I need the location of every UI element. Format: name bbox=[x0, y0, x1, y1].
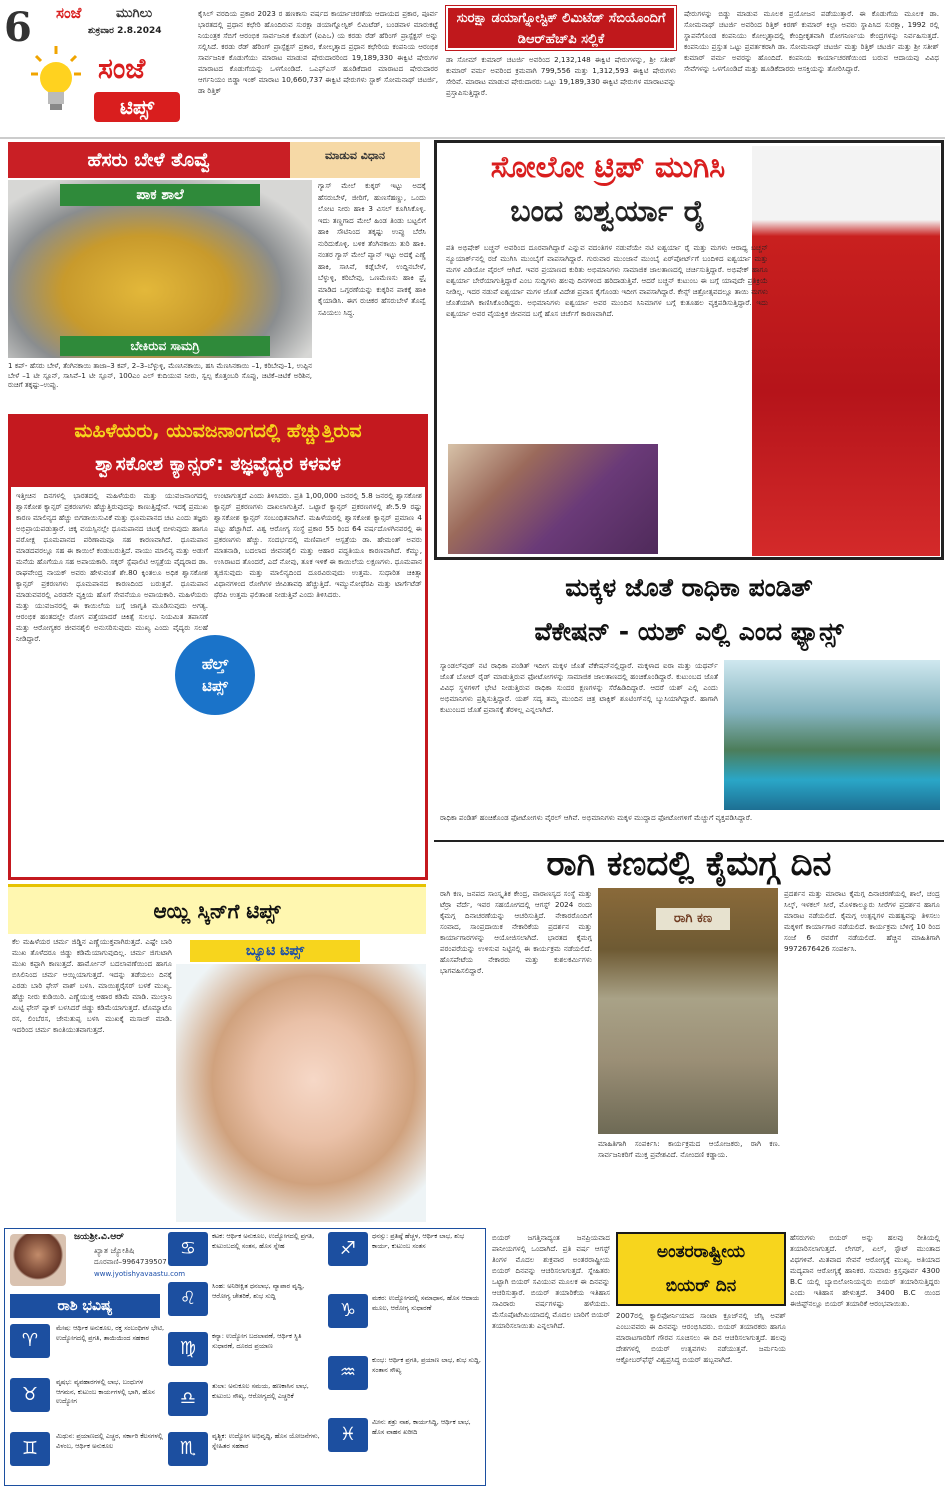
leo-icon: ♌ bbox=[168, 1282, 208, 1316]
horoscope-sign-leo bbox=[168, 1282, 208, 1316]
horoscope-sign-libra bbox=[168, 1382, 208, 1416]
astrologer-name: ಜಯಶ್ರೀ.ವಿ.ಆರ್ bbox=[74, 1232, 124, 1242]
horoscope-label: ರಾಶಿ ಭವಿಷ್ಯ bbox=[10, 1294, 160, 1318]
beauty-tips-label: ಬ್ಯೂಟಿ ಟಿಪ್ಸ್ bbox=[190, 940, 360, 962]
horoscope-text-virgo: ಕನ್ಯಾ: ಉದ್ಯೋಗ ಬದಲಾವಣೆ, ಆರ್ಥಿಕ ಸ್ಥಿತಿ ಸುಧಾರಣೆ, ದೂರದ ಪ್ರಯಾಣ bbox=[212, 1332, 302, 1350]
ingredients-label: ಬೇಕಿರುವ ಸಾಮಗ್ರಿ bbox=[60, 336, 270, 356]
horoscope-text-scorpio: ವೃಶ್ಚಿಕ: ಉದ್ಯೋಗ ಅಭಿವೃದ್ಧಿ, ಹೊಸ ಯೋಜನೆಗಳು, ಸ್ನೇಹಿತರ ಸಹಕಾರ bbox=[212, 1432, 320, 1450]
horoscope-sign-virgo bbox=[168, 1332, 208, 1366]
health-tips-badge bbox=[172, 632, 258, 718]
ragi-kana-sign: ರಾಗಿ ಕಣ bbox=[656, 908, 730, 930]
actress-photo-reclining bbox=[448, 444, 658, 554]
top-story-column-2: ಡಾ ಸೋಮ್ ಕುಮಾರ್ ಚಟರ್ಜಿ ಅವರಿಂದ 2,132,148 ಈಕ್ವಿಟಿ ಷೇರುಗಳನ್ನು, ಶ್ರೀ ಸತೀಶ್ ಕುಮಾರ್ ವರ್ಮ ಅವರಿಂದ ಕ್ರಮವಾಗಿ 799,556 ಮತ್ತು 1,312,593 ಈಕ್ವಿಟಿ ಷೇರುಗಳು ಸೇರಿವೆ. ಮಾರಾಟ ಮಾಡುವ ಷೇರುದಾರರು ಒಟ್ಟು 19,189,330 ಈಕ್ವಿಟಿ ಷೇರುಗಳ ಮಾರಾಟವನ್ನು ಪ್ರಸ್ತಾಪಿಸುತ್ತಿದ್ದಾರೆ. bbox=[446, 55, 676, 97]
oily-skin-body: ಕೆಲ ಮಹಿಳೆಯರ ಚರ್ಮ ಜಿಡ್ಡಿನ ಎಣ್ಣೆಯುಕ್ತವಾಗಿರುತ್ತದೆ. ಎಷ್ಟೇ ಬಾರಿ ಮುಖ ತೊಳೆದರೂ ಜಿಡ್ಡು ಕಡಿಮೆಯಾಗುವುದಿಲ್ಲ. ಚರ್ಮ ಜಿಗುಟಾಗಿ ಮುಖ ಕಪ್ಪಾಗಿ ಕಾಣುತ್ತದೆ. ಹಾರ್ಮೋನ್ ಬದಲಾವಣೆಯಿಂದ ಹಾಗೂ ಬಿಸಿಲಿನಿಂದ ಚರ್ಮ ಆಯ್ಲಿಯಾಗುತ್ತದೆ. ಇದನ್ನು ತಡೆಯಲು ದಿನಕ್ಕೆ ಎರಡು ಬಾರಿ ಫೇಸ್ ವಾಶ್ ಬಳಸಿ. ಮಾಯಿಶ್ಚರೈಸರ್ ಬಳಕೆ ಮುಖ್ಯ. ಹೆಚ್ಚು ನೀರು ಕುಡಿಯಿರಿ. ಎಣ್ಣೆಯುಕ್ತ ಆಹಾರ ಕಡಿಮೆ ಮಾಡಿ. ಮುಲ್ತಾನಿ ಮಿಟ್ಟಿ ಫೇಸ್ ಪ್ಯಾಕ್ ಬಳಸಿದರೆ ಜಿಡ್ಡು ಕಡಿಮೆಯಾಗುತ್ತದೆ. ಟೊಮ್ಯಾಟೊ ರಸ, ಲಿಂಬೆರಸ, ಜೇನುತುಪ್ಪ ಬಳಸಿ ಮುಖಕ್ಕೆ ಮಸಾಜ್ ಮಾಡಿ. ಇದರಿಂದ ಚರ್ಮ ಕಾಂತಿಯುತವಾಗುತ್ತದೆ. bbox=[12, 937, 172, 1034]
beer-day-column-1: ಬಿಯರ್ ಜಗತ್ತಿನಾದ್ಯಂತ ಜನಪ್ರಿಯವಾದ ಪಾನೀಯಗಳಲ್ಲಿ ಒಂದಾಗಿದೆ. ಪ್ರತಿ ವರ್ಷ ಆಗಸ್ಟ್ ತಿಂಗಳ ಮೊದಲ ಶುಕ್ರವಾರ ಅಂತರರಾಷ್ಟ್ರೀಯ ಬಿಯರ್ ದಿನವನ್ನು ಆಚರಿಸಲಾಗುತ್ತದೆ. ಸ್ನೇಹಿತರು ಒಟ್ಟಾಗಿ ಬಿಯರ್ ಸವಿಯುವ ಮೂಲಕ ಈ ದಿನವನ್ನು ಆಚರಿಸುತ್ತಾರೆ. ಬಿಯರ್ ತಯಾರಿಕೆಯ ಇತಿಹಾಸ ಸಾವಿರಾರು ವರ್ಷಗಳಷ್ಟು ಹಳೆಯದು. ಮೆಸೊಪೊಟೇಮಿಯಾದಲ್ಲಿ ಮೊದಲ ಬಾರಿಗೆ ಬಿಯರ್ ತಯಾರಿಸಲಾಯಿತು ಎನ್ನಲಾಗಿದೆ. bbox=[492, 1233, 610, 1330]
aries-icon: ♈ bbox=[10, 1324, 50, 1358]
beer-day-headline-line1: ಅಂತರರಾಷ್ಟ್ರೀಯ bbox=[656, 1242, 746, 1262]
horoscope-sign-sagittarius bbox=[328, 1232, 368, 1266]
page-number: 6 bbox=[4, 4, 32, 51]
beer-day-headline bbox=[616, 1232, 786, 1306]
virgo-icon: ♍ bbox=[168, 1332, 208, 1366]
horoscope-text-sagittarius: ಧನಸ್ಸು: ಪ್ರತಿಷ್ಠೆ ಹೆಚ್ಚಳ, ಆರ್ಥಿಕ ಲಾಭ, ಶುಭ ಕಾರ್ಯ, ಕುಟುಂಬ ಸಂತಸ bbox=[372, 1232, 465, 1250]
beer-day-column-3: ಹೆಸರುಗಳು ಬಿಯರ್ ಅನ್ನು ಹಲವು ರೀತಿಯಲ್ಲಿ ತಯಾರಿಸಲಾಗುತ್ತದೆ. ಲೇಗರ್, ಏಲ್, ಸ್ಟೌಟ್ ಮುಂತಾದ ವಿಧಗಳಿವೆ. ಮಿತವಾದ ಸೇವನೆ ಆರೋಗ್ಯಕ್ಕೆ ಮುಖ್ಯ. ಅತಿಯಾದ ಮದ್ಯಪಾನ ಆರೋಗ್ಯಕ್ಕೆ ಹಾನಿಕರ. ಸುಮಾರು ಕ್ರಿಸ್ತಪೂರ್ವ 4300 B.C ಯಲ್ಲಿ ಬ್ಯಾಬಿಲೋನಿಯನ್ನರು ಬಿಯರ್ ತಯಾರಿಸುತ್ತಿದ್ದರು ಎಂದು ಇತಿಹಾಸ ಹೇಳುತ್ತದೆ. 3400 B.C ಯಿಂದ ಈಜಿಪ್ಟ್‌ನಲ್ಲೂ ಬಿಯರ್ ತಯಾರಿಕೆ ಆರಂಭವಾಯಿತು. bbox=[790, 1233, 940, 1308]
horoscope-text-gemini: ಮಿಥುನ: ಪ್ರಯಾಣದಲ್ಲಿ ಎಚ್ಚರ, ಸರ್ಕಾರಿ ಕೆಲಸಗಳಲ್ಲಿ ವಿಳಂಬ, ಆರ್ಥಿಕ ಅನುಕೂಲ bbox=[56, 1432, 163, 1450]
top-story-column-3: ಷೇರುಗಳನ್ನು ಬಿಡ್ಡು ಮಾಡುವ ಮೂಲಕ ಪ್ರಯೋಜನ ಪಡೆಯುತ್ತಾರೆ. ಈ ಕೊಡುಗೆಯ ಮೂಲಕ ಡಾ. ಸೋಮನಾಥ್ ಚಟರ್ಜಿ ಅವರಿಂದ ರಿತ್ತಿಕ್ ಕಿರಣ್ ಕುಮಾರ್ ಕಿಲ್ಲಾ ಅವರು ಸ್ಥಾಪಿಸಿದ ಸುರಕ್ಷಾ, 1992 ರಲ್ಲಿ ಸ್ಥಾಪನೆಗೊಂಡ ಕಂಪನಿಯು ಕೋಲ್ಕತ್ತಾದಲ್ಲಿ ಕೇಂದ್ರೀಕೃತವಾಗಿ ರೋಗನಿರ್ಣಯ ಕೇಂದ್ರಗಳನ್ನು ನಿರ್ವಹಿಸುತ್ತದೆ. ಕಂಪನಿಯು ಪ್ರಸ್ತುತ ಒಟ್ಟು ಪ್ರವರ್ತಕರಾಗಿ ಡಾ. ಸೋಮನಾಥ್ ಚಟರ್ಜಿ ಮತ್ತು ರಿತ್ತಿಕ್ ಚಟರ್ಜಿ ಮತ್ತು ಶ್ರೀ ಸತೀಶ್ ಕುಮಾರ್ ವರ್ಮ ಅವರನ್ನು ಹೊಂದಿದೆ. ಕಂಪನಿಯ ಕಾರ್ಯಾಚರಣೆಯಿಂದ ಬರುವ ಆದಾಯವು ವಿವಿಧ ಸೇವೆಗಳನ್ನು ಒಳಗೊಂಡಿದೆ ಮತ್ತು ಹೂಡಿಕೆದಾರರು ಆಸಕ್ತಿಯನ್ನು ತೋರಿಸಿದ್ದಾರೆ. bbox=[684, 9, 939, 73]
horoscope-text-taurus: ವೃಷಭ: ವ್ಯವಹಾರಗಳಲ್ಲಿ ಲಾಭ, ಬಂಧುಗಳ ಆಗಮನ, ಕುಟುಂಬ ಕಾರ್ಯಗಳಲ್ಲಿ ಭಾಗಿ, ಹೊಸ ಉದ್ಯೋಗ bbox=[56, 1378, 155, 1405]
horoscope-text-libra: ತುಲಾ: ಅನುಕೂಲ ಸಮಯ, ಹಣಕಾಸಿನ ಲಾಭ, ಕುಟುಂಬ ಸೌಖ್ಯ, ಆರೋಗ್ಯದಲ್ಲಿ ಎಚ್ಚರಿಕೆ bbox=[212, 1382, 309, 1400]
horoscope-sign-pisces bbox=[328, 1418, 368, 1452]
beer-day-headline-line2: ಬಿಯರ್ ದಿನ bbox=[665, 1276, 737, 1296]
horoscope-sign-aquarius bbox=[328, 1356, 368, 1390]
horoscope-text-capricorn: ಮಕರ: ಉದ್ಯೋಗದಲ್ಲಿ ಸಮಾಧಾನ, ಹೊಸ ಆದಾಯ ಮೂಲ, ಆರೋಗ್ಯ ಸುಧಾರಣೆ bbox=[372, 1294, 480, 1312]
recipe-method: ಗ್ಯಾಸ್ ಮೇಲೆ ಕುಕ್ಕರ್ ಇಟ್ಟು ಅದಕ್ಕೆ ಹೆಸರುಬೇಳೆ, ಜೀರಿಗೆ, ಹುಣಸೆಹಣ್ಣು, ಒಂದು ಲೋಟ ನೀರು ಹಾಕಿ 3 ವಿಸಲ್ ಕೂಗಿಸಿಕೊಳ್ಳಿ. ಇದು ತಣ್ಣಗಾದ ಮೇಲೆ ಹಿಂಡ ತಿಂಡು ಬಟ್ಟಲಿಗೆ ಹಾಕಿ ಸೌಟಿನಿಂದ ತಕ್ಕಷ್ಟು ಉಪ್ಪು ಬೆರೆಸಿ ನುರಿದುಕೊಳ್ಳಿ. ಬಳಿಕ ತೆಂಗಿನಕಾಯಿ ತುರಿ ಹಾಕಿ. ನಂತರ ಗ್ಯಾಸ್ ಮೇಲೆ ಪ್ಯಾನ್ ಇಟ್ಟು ಅದಕ್ಕೆ ಎಣ್ಣೆ ಹಾಕಿ, ಸಾಸಿವೆ, ಕಡ್ಲೆಬೇಳೆ, ಉದ್ದಿನಬೇಳೆ, ಬೆಳ್ಳುಳ್ಳಿ, ಕರಿಬೇವು, ಒಣಮೆಣಸು ಹಾಕಿ ಫ್ರೈ ಮಾಡಿದ ಒಗ್ಗರಣೆಯನ್ನು ಕುಕ್ಕರಿನ ಪಾಕಕ್ಕೆ ಹಾಕಿ ಕೈಯಾಡಿಸಿ. ಈಗ ರುಚಿಕರ ಹೆಸರುಬೇಳೆ ತೊವ್ವೆ ಸವಿಯಲು ಸಿದ್ಧ. bbox=[318, 181, 426, 317]
horoscope-sign-taurus bbox=[10, 1378, 50, 1412]
ragi-kana-column-1: ರಾಗಿ ಕಣ, ಜನಪದ ಸಾಂಸ್ಕೃತಿಕ ಕೇಂದ್ರ, ವಾರಾಣಸ್ಯದ ಸಂಸ್ಥೆ ಮತ್ತು ಟೆರ್ರಾ ವೆರ್ದೆ, ಇವರ ಸಹಯೋಗದಲ್ಲಿ ಆಗಸ್ಟ್ 2024 ರಂದು ಕೈಮಗ್ಗ ದಿನಾಚರಣೆಯನ್ನು ಆಚರಿಸುತ್ತಿದೆ. ನೇಕಾರರೊಂದಿಗೆ ಸಂವಾದ, ಸಾಂಪ್ರದಾಯಿಕ ನೇಕಾರಿಕೆಯ ಪ್ರದರ್ಶನ ಮತ್ತು ಕಾರ್ಯಾಗಾರಗಳನ್ನು ಆಯೋಜಿಸಲಾಗಿದೆ. ಭಾರತದ ಕೈಮಗ್ಗ ಪರಂಪರೆಯನ್ನು ಉಳಿಸುವ ನಿಟ್ಟಿನಲ್ಲಿ ಈ ಕಾರ್ಯಕ್ರಮ ನಡೆಯಲಿದೆ. ಹೊಸಪೇಟೆಯ ನೇಕಾರರು ಮತ್ತು ಕುಶಲಕರ್ಮಿಗಳು ಭಾಗವಹಿಸಲಿದ್ದಾರೆ. bbox=[440, 889, 592, 975]
horoscope-text-pisces: ಮೀನ: ಶತ್ರು ನಾಶ, ಕಾರ್ಯಸಿದ್ಧಿ, ಆರ್ಥಿಕ ಲಾಭ, ಹೊಸ ವಾಹನ ಖರೀದಿ bbox=[372, 1418, 471, 1436]
horoscope-text-leo: ಸಿಂಹ: ಅನಿರೀಕ್ಷಿತ ಧನಲಾಭ, ವ್ಯಾಪಾರ ವೃದ್ಧಿ, ಆರೋಗ್ಯ ಚೇತರಿಕೆ, ಶುಭ ಸುದ್ದಿ bbox=[212, 1282, 305, 1300]
top-story-headline: ಸುರಕ್ಷಾ ಡಯಾಗ್ನೋಸ್ಟಿಕ್ ಲಿಮಿಟೆಡ್ ಸೆಬಿಯೊಂದಿಗೆ ಡಿಆರ್‌ಹೆಚ್‌ಪಿ ಸಲ್ಲಿಕೆ bbox=[446, 6, 676, 50]
recipe-column-label: ಪಾಕ ಶಾಲೆ bbox=[60, 184, 260, 206]
ragi-kana-column-3: ಪ್ರದರ್ಶನ ಮತ್ತು ಮಾರಾಟ ಕೈಮಗ್ಗ ದಿನಾಚರಣೆಯಲ್ಲಿ ಶಾಲೆ, ಚಂದ್ರ ಸಿಲ್ಕ್, ಇಳಕಲ್ ಸೀರೆ, ಮೊಳಕಾಲ್ಮೂರು ಸೀರೆಗಳ ಪ್ರದರ್ಶನ ಹಾಗೂ ಮಾರಾಟ ನಡೆಯಲಿದೆ. ಕೈಮಗ್ಗ ಉತ್ಪನ್ನಗಳ ಮಹತ್ವವನ್ನು ತಿಳಿಸಲು ಮಕ್ಕಳಿಗೆ ಕಾರ್ಯಾಗಾರ ನಡೆಯಲಿದೆ. ಕಾರ್ಯಕ್ರಮ ಬೆಳಿಗ್ಗೆ 10 ರಿಂದ ಸಂಜೆ 6 ರವರೆಗೆ ನಡೆಯಲಿದೆ. ಹೆಚ್ಚಿನ ಮಾಹಿತಿಗಾಗಿ 9972676426 ಸಂಪರ್ಕಿಸಿ. bbox=[784, 889, 940, 953]
astrologer-photo bbox=[10, 1234, 66, 1286]
oily-skin-headline: ಆಯ್ಲಿ ಸ್ಕಿನ್‌ಗೆ ಟಿಪ್ಸ್ bbox=[8, 884, 426, 934]
radhika-body-tail: ರಾಧಿಕಾ ಪಂಡಿತ್ ಹಂಚಿಕೊಂಡ ಫೋಟೋಗಳು ವೈರಲ್ ಆಗಿವೆ. ಅಭಿಮಾನಿಗಳು ಮಕ್ಕಳ ಮುದ್ದಾದ ಫೋಟೋಗಳಿಗೆ ಮೆಚ್ಚುಗೆ ವ್ಯಕ್ತಪಡಿಸಿದ್ದಾರೆ. bbox=[440, 813, 753, 822]
aquarius-icon: ♒ bbox=[328, 1356, 368, 1390]
section-title: ಸಂಜೆ bbox=[98, 52, 146, 85]
brand-logo: ಸಂಜೆ bbox=[56, 4, 82, 22]
scorpio-icon: ♏ bbox=[168, 1432, 208, 1466]
lung-cancer-column-1: ಇತ್ತೀಚಿನ ದಿನಗಳಲ್ಲಿ ಭಾರತದಲ್ಲಿ ಮಹಿಳೆಯರು ಮತ್ತು ಯುವಜನಾಂಗದಲ್ಲಿ ಶ್ವಾಸಕೋಶ ಕ್ಯಾನ್ಸರ್ ಪ್ರಕರಣಗಳು ಹೆಚ್ಚುತ್ತಿರುವುದನ್ನು ಕಾಣುತ್ತಿದ್ದೇವೆ. ಇದಕ್ಕೆ ಪ್ರಮುಖ ಕಾರಣ ಮಾಲಿನ್ಯದ ಹೆಚ್ಚು ಬಿಗಡಾಯಿಸುವಿಕೆ ಮತ್ತು ಧೂಮಪಾನದ ಚಟ ಎಂದು ತಜ್ಞರು ಅಭಿಪ್ರಾಯಪಡುತ್ತಾರೆ. ಚಿಕ್ಕ ವಯಸ್ಸಿನಲ್ಲೇ ಧೂಮಪಾನದ ಚಟಕ್ಕೆ ಬೀಳುವುದು ಹಾಗೂ ಪರೋಕ್ಷ ಧೂಮಪಾನದ ಪರಿಣಾಮವೂ ಸಹ ಕಾರಣವಾಗಿದೆ. ಧೂಮಪಾನ ಮಾಡದವರಲ್ಲೂ ಸಹ ಈ ಕಾಯಿಲೆ ಕಂಡುಬರುತ್ತಿದೆ. ವಾಯು ಮಾಲಿನ್ಯ ಮತ್ತು ಅಡುಗೆ ಮನೆಯ ಹೊಗೆಯೂ ಸಹ ಅಪಾಯಕಾರಿ. ಸಕ್ಕರ್ ಸ್ಪೆಷಾಲಿಟಿ ಆಸ್ಪತ್ರೆಯ ವೈದ್ಯರಾದ ಡಾ. ರಾಘವೇಂದ್ರ ನಾಯಕ್ ಅವರು ಹೇಳುವಂತೆ ಶೇ.80 ಕ್ಕಿಂತಲೂ ಅಧಿಕ ಶ್ವಾಸಕೋಶ ಕ್ಯಾನ್ಸರ್ ಪ್ರಕರಣಗಳು ಧೂಮಪಾನದ ಕಾರಣದಿಂದ ಬರುತ್ತವೆ. ಧೂಮಪಾನ ಮಾಡುವವರಲ್ಲಿ ಎರಡನೇ ವ್ಯಕ್ತಿಯ ಹೊಗೆ ಸೇವನೆಯೂ ಅಪಾಯಕಾರಿ. ಮಹಿಳೆಯರು ಮತ್ತು ಯುವಜನರಲ್ಲಿ ಈ ಕಾಯಿಲೆಯ ಬಗ್ಗೆ ಜಾಗೃತಿ ಮೂಡಿಸುವುದು ಅಗತ್ಯ. ಆರಂಭಿಕ ಹಂತದಲ್ಲೇ ರೋಗ ಪತ್ತೆಯಾದರೆ ಚಿಕಿತ್ಸೆ ಸುಲಭ. ನಿಯಮಿತ ತಪಾಸಣೆ ಮತ್ತು ಆರೋಗ್ಯಕರ ಜೀವನಶೈಲಿ ಅನುಸರಿಸುವುದು ಮುಖ್ಯ ಎಂದು ವೈದ್ಯರು ಸಲಹೆ ನೀಡಿದ್ದಾರೆ. bbox=[16, 491, 208, 643]
lightbulb-icon bbox=[30, 44, 82, 114]
section-divider bbox=[0, 137, 945, 139]
pisces-icon: ♓ bbox=[328, 1418, 368, 1452]
horoscope-sign-aries bbox=[10, 1324, 50, 1358]
recipe-headline: ಹೆಸರು ಬೇಳೆ ತೊವ್ವೆ bbox=[8, 142, 290, 178]
health-tips-badge-line1: ಹೆಲ್ತ್ bbox=[201, 655, 229, 673]
taurus-icon: ♉ bbox=[10, 1378, 50, 1412]
lung-cancer-headline-line1: ಮಹಿಳೆಯರು, ಯುವಜನಾಂಗದಲ್ಲಿ ಹೆಚ್ಚುತ್ತಿರುವ bbox=[74, 420, 362, 442]
solo-trip-headline bbox=[438, 146, 778, 242]
horoscope-sign-gemini bbox=[10, 1432, 50, 1466]
family-boat-photo bbox=[724, 660, 940, 810]
horoscope-sign-cancer bbox=[168, 1232, 208, 1266]
recipe-photo bbox=[8, 180, 312, 358]
solo-trip-body: ಪತಿ ಅಭಿಷೇಕ್ ಬಚ್ಚನ್ ಅವರಿಂದ ದೂರವಾಗಿದ್ದಾರೆ ಎನ್ನುವ ವದಂತಿಗಳ ನಡುವೆಯೇ ನಟಿ ಐಶ್ವರ್ಯಾ ರೈ ಮತ್ತು ಮಗಳು ಆರಾಧ್ಯ ಬಚ್ಚನ್ ನ್ಯೂಯಾರ್ಕ್‌ನಲ್ಲಿ ರಜೆ ಮುಗಿಸಿ ಮುಂಬೈಗೆ ವಾಪಸಾಗಿದ್ದಾರೆ. ಗುರುವಾರ ಮುಂಜಾನೆ ಮುಂಬೈ ಏರ್‌ಪೋರ್ಟ್‌ಗೆ ಬಂದಿಳಿದ ಐಶ್ವರ್ಯಾ ಮತ್ತು ಮಗಳ ವಿಡಿಯೋ ವೈರಲ್ ಆಗಿದೆ. ಇವರ ಪ್ರಯಾಣದ ಕುರಿತು ಅಭಿಮಾನಿಗಳು ಸಾಮಾಜಿಕ ಜಾಲತಾಣದಲ್ಲಿ ಚರ್ಚಿಸುತ್ತಿದ್ದಾರೆ. ಅಭಿಷೇಕ್ ಹಾಗೂ ಐಶ್ವರ್ಯಾ ಬೇರೆಯಾಗುತ್ತಿದ್ದಾರೆ ಎಂಬ ಸುದ್ದಿಗಳು ಹಲವು ದಿನಗಳಿಂದ ಹರಿದಾಡುತ್ತಿವೆ. ಆದರೆ ಬಚ್ಚನ್ ಕುಟುಂಬ ಈ ಬಗ್ಗೆ ಯಾವುದೇ ಪ್ರತಿಕ್ರಿಯೆ ನೀಡಿಲ್ಲ. ಇದರ ನಡುವೆ ಐಶ್ವರ್ಯಾ ಮಗಳ ಜೊತೆ ವಿದೇಶ ಪ್ರವಾಸ ಕೈಗೊಂಡು ಇದೀಗ ವಾಪಸಾಗಿದ್ದಾರೆ. ಕೇನ್ಸ್ ಚಿತ್ರೋತ್ಸವದಲ್ಲೂ ತಾಯಿ ಮಗಳು ಜೊತೆಯಾಗಿ ಕಾಣಿಸಿಕೊಂಡಿದ್ದರು. ಅಭಿಮಾನಿಗಳು ಐಶ್ವರ್ಯಾ ಅವರ ಮುಂದಿನ ಸಿನಿಮಾಗಳ ಬಗ್ಗೆ ಕುತೂಹಲ ವ್ಯಕ್ತಪಡಿಸುತ್ತಿದ್ದಾರೆ. ಇದು ಐಶ್ವರ್ಯಾ ಅವರ ವೈಯಕ್ತಿಕ ಜೀವನದ ಬಗ್ಗೆ ಹೊಸ ಚರ್ಚೆಗೆ ಕಾರಣವಾಗಿದೆ. bbox=[446, 243, 768, 318]
lung-cancer-column-2: ಉಂಟಾಗುತ್ತದೆ ಎಂದು ತಿಳಿಸಿದರು. ಪ್ರತಿ 1,00,000 ಜನರಲ್ಲಿ 5.8 ಜನರಲ್ಲಿ ಶ್ವಾಸಕೋಶ ಕ್ಯಾನ್ಸರ್ ಪ್ರಕರಣಗಳು ದಾಖಲಾಗುತ್ತಿವೆ. ಒಟ್ಟಾರೆ ಕ್ಯಾನ್ಸರ್ ಪ್ರಕರಣಗಳಲ್ಲಿ ಶೇ.5.9 ರಷ್ಟು ಶ್ವಾಸಕೋಶ ಕ್ಯಾನ್ಸರ್ ಸಂಬಂಧಿತವಾಗಿವೆ. ಮಹಿಳೆಯರಲ್ಲಿ ಶ್ವಾಸಕೋಶ ಕ್ಯಾನ್ಸರ್ ಪ್ರಮಾಣ 4 ಪಟ್ಟು ಹೆಚ್ಚಾಗಿದೆ. ವಿಶ್ವ ಆರೋಗ್ಯ ಸಂಸ್ಥೆ ಪ್ರಕಾರ 55 ರಿಂದ 64 ವರ್ಷದೊಳಗಿನವರಲ್ಲಿ ಈ ಪ್ರಕರಣಗಳು ಹೆಚ್ಚು. ಸಂದರ್ಭದಲ್ಲಿ ಮಣಿಪಾಲ್ ಆಸ್ಪತ್ರೆಯ ಡಾ. ಹೇಮಂತ್ ಅವರು ಮಾತನಾಡಿ, ಬದಲಾದ ಜೀವನಶೈಲಿ ಮತ್ತು ಆಹಾರ ಪದ್ಧತಿಯೂ ಕಾರಣವಾಗಿದೆ. ಕೆಮ್ಮು, ಉಸಿರಾಟದ ತೊಂದರೆ, ಎದೆ ನೋವು, ತೂಕ ಇಳಿಕೆ ಈ ಕಾಯಿಲೆಯ ಲಕ್ಷಣಗಳು. ಧೂಮಪಾನ ತ್ಯಜಿಸುವುದು ಮತ್ತು ಮಾಲಿನ್ಯದಿಂದ ದೂರವಿರುವುದು ಉತ್ತಮ. ಸುಧಾರಿತ ಚಿಕಿತ್ಸಾ ವಿಧಾನಗಳಿಂದ ರೋಗಿಗಳ ಜೀವಿತಾವಧಿ ಹೆಚ್ಚುತ್ತಿದೆ. ಇಮ್ಯುನೋಥೆರಪಿ ಮತ್ತು ಟಾರ್ಗೆಟೆಡ್ ಥೆರಪಿ ಉತ್ತಮ ಫಲಿತಾಂಶ ನೀಡುತ್ತಿವೆ ಎಂದು ತಿಳಿಸಿದರು. bbox=[214, 491, 422, 599]
astrologer-role: ಖ್ಯಾತ ಜ್ಯೋತಿಷಿ bbox=[94, 1246, 135, 1255]
section-badge: ಟಿಪ್ಸ್ bbox=[94, 92, 180, 122]
solo-trip-headline-line2: ಬಂದ ಐಶ್ವರ್ಯಾ ರೈ bbox=[510, 194, 706, 229]
astrologer-phone: ದೂರವಾಣಿ–9964739507 bbox=[94, 1258, 167, 1266]
radhika-headline-line1: ಮಕ್ಕಳ ಜೊತೆ ರಾಧಿಕಾ ಪಂಡಿತ್ bbox=[565, 573, 813, 602]
astrologer-website: www.jyotishyavaastu.com bbox=[94, 1270, 186, 1278]
horoscope-text-aries: ಮೇಷ: ಆರ್ಥಿಕ ಅನುಕೂಲ, ರಕ್ತ ಸಂಬಂಧಿಗಳ ಭೇಟಿ, ಉದ್ಯೋಗದಲ್ಲಿ ಪ್ರಗತಿ, ತಾಯಿಯಿಂದ ಸಹಕಾರ bbox=[56, 1324, 164, 1342]
radhika-body: ಸ್ಯಾಂಡಲ್‌ವುಡ್ ನಟಿ ರಾಧಿಕಾ ಪಂಡಿತ್ ಇದೀಗ ಮಕ್ಕಳ ಜೊತೆ ವೆಕೇಷನ್‌ನಲ್ಲಿದ್ದಾರೆ. ಮಕ್ಕಳಾದ ಐರಾ ಮತ್ತು ಯಥರ್ವ್ ಜೊತೆ ಬೋಟ್ ರೈಡ್ ಮಾಡುತ್ತಿರುವ ಫೋಟೋಗಳನ್ನು ಸಾಮಾಜಿಕ ಜಾಲತಾಣದಲ್ಲಿ ಹಂಚಿಕೊಂಡಿದ್ದಾರೆ. ಕುಟುಂಬದ ಜೊತೆ ವಿವಿಧ ಸ್ಥಳಗಳಿಗೆ ಭೇಟಿ ನೀಡುತ್ತಿರುವ ರಾಧಿಕಾ ಸುಂದರ ಕ್ಷಣಗಳನ್ನು ಸೆರೆಹಿಡಿದಿದ್ದಾರೆ. ಆದರೆ ಯಶ್ ಎಲ್ಲಿ ಎಂದು ಅಭಿಮಾನಿಗಳು ಪ್ರಶ್ನಿಸುತ್ತಿದ್ದಾರೆ. ಯಶ್ ಸದ್ಯ ತಮ್ಮ ಮುಂದಿನ ಚಿತ್ರ ಟಾಕ್ಸಿಕ್ ಶೂಟಿಂಗ್‌ನಲ್ಲಿ ಬ್ಯುಸಿಯಾಗಿದ್ದಾರೆ. ಹಾಗಾಗಿ ಕುಟುಂಬದ ಜೊತೆ ಪ್ರವಾಸಕ್ಕೆ ತೆರಳಿಲ್ಲ ಎನ್ನಲಾಗಿದೆ. bbox=[440, 661, 718, 714]
recipe-subheading: ಮಾಡುವ ವಿಧಾನ bbox=[290, 142, 420, 178]
radhika-headline-line2: ವೆಕೇಷನ್ - ಯಶ್ ಎಲ್ಲಿ ಎಂದ ಫ್ಯಾನ್ಸ್ bbox=[534, 617, 844, 646]
solo-trip-headline-line1: ಸೋಲೋ ಟ್ರಿಪ್ ಮುಗಿಸಿ bbox=[490, 150, 726, 185]
recipe-ingredients: 1 ಕಪ್- ಹೆಸರು ಬೇಳೆ, ತೆಂಗಿನಕಾಯಿ ತಾಜಾ–3 ಕಪ್, 2–3–ಬೆಳ್ಳುಳ್ಳಿ, ಮೆಣಸಿನಕಾಯಿ, ಹಸಿ ಮೆಣಸಿನಕಾಯಿ –1, ಕರಿಬೇವು–1, ಉಪ್ಪಿನ ಬೇಳೆ –1 ಟೀ ಸ್ಪೂನ್, ಸಾಸಿವೆ–1 ಟೀ ಸ್ಪೂನ್, 100ಎಂ ಎಲ್ ಕುದಿಯುವ ನೀರು, ಸ್ವಲ್ಪ ಕೊತ್ತಂಬರಿ ಸೊಪ್ಪು, ಚಿಟಿಕೆ–ಚಿಟಿಕೆ ಅರಿಶಿನ, ರುಚಿಗೆ ತಕ್ಕಷ್ಟು–ಉಪ್ಪು. bbox=[8, 362, 312, 389]
capricorn-icon: ♑ bbox=[328, 1294, 368, 1328]
libra-icon: ♎ bbox=[168, 1382, 208, 1416]
horoscope-sign-capricorn bbox=[328, 1294, 368, 1328]
date-line: ಶುಕ್ರವಾರ 2.8.2024 bbox=[88, 26, 162, 36]
gemini-icon: ♊ bbox=[10, 1432, 50, 1466]
top-story-column-1: ಕೈಸಿಲ್ ವರದಿಯ ಪ್ರಕಾರ 2023 ರ ಹಣಕಾಸು ವರ್ಷದ ಕಾರ್ಯಾಚರಣೆಯ ಆದಾಯದ ಪ್ರಕಾರ, ಪೂರ್ವ ಭಾರತದಲ್ಲಿ ಪ್ರಧಾನ ಕಛೇರಿ ಹೊಂದಿರುವ ಸುರಕ್ಷಾ ಡಯಾಗ್ನೋಸ್ಟಿಕ್ ಲಿಮಿಟೆಡ್, ಬಂಡವಾಳ ಮಾರುಕಟ್ಟೆ ನಿಯಂತ್ರಕ ಸೆಬಿಗೆ ಆರಂಭಿಕ ಸಾರ್ವಜನಿಕ ಕೊಡುಗೆ (ಐಪಿಒ) ಯ ಕರಡು ರೆಡ್ ಹೆರಿಂಗ್ ಪ್ರಾಸ್ಪೆಕ್ಟಸ್ ಅನ್ನು ಸಲ್ಲಿಸಿದೆ. ಕರಡು ರೆಡ್ ಹೆರಿಂಗ್ ಪ್ರಾಸ್ಪೆಕ್ಟಸ್ ಪ್ರಕಾರ, ಕೋಲ್ಕತ್ತಾದ ಪ್ರಧಾನ ಕಛೇರಿಯ ಕಂಪನಿಯ ಆರಂಭಿಕ ಸಾರ್ವಜನಿಕ ಕೊಡುಗೆಯು ಮಾರಾಟ ಮಾಡುವ ಷೇರುದಾರರಿಂದ 19,189,330 ಈಕ್ವಿಟಿ ಷೇರುಗಳ ಮಾರಾಟದ ಕೊಡುಗೆಯನ್ನು ಒಳಗೊಂಡಿದೆ. ಒಎಫ್ಎಸ್ ಹೂಡಿಕೆದಾರ ಮಾರಾಟದ ಷೇರುದಾರರ ಆರ್ಗನಿಯಂ ಬಿಡ್ಡಾ ಇಂಕ್ ಮಾರಾಟ 10,660,737 ಈಕ್ವಿಟಿ ಷೇರುಗಳು ಸ್ಟಾಕ್ ಸೋಮನಾಥ್ ಚಟರ್ಜಿ, ಡಾ ರಿತ್ತಿಕ್ bbox=[198, 9, 438, 95]
horoscope-text-cancer: ಕಟಕ: ಆರ್ಥಿಕ ಅನುಕೂಲ, ಉದ್ಯೋಗದಲ್ಲಿ ಪ್ರಗತಿ, ಕುಟುಂಬದಲ್ಲಿ ಸಂತಸ, ಹೊಸ ಸ್ನೇಹ bbox=[212, 1232, 315, 1250]
lung-cancer-headline bbox=[8, 414, 428, 484]
beauty-model-photo bbox=[176, 964, 426, 1222]
cancer-icon: ♋ bbox=[168, 1232, 208, 1266]
actress-photo-saree bbox=[752, 146, 940, 556]
beer-day-column-2: 2007ರಲ್ಲಿ ಕ್ಯಾಲಿಫೋರ್ನಿಯಾದ ಸಾಂಟಾ ಕ್ರೂಜ್‌ನಲ್ಲಿ ಜೆಸ್ಸಿ ಅವಶ್ ಎಂಬುವವರು ಈ ದಿನವನ್ನು ಆರಂಭಿಸಿದರು. ಬಿಯರ್ ತಯಾರಕರು ಹಾಗೂ ಮಾರಾಟಗಾರರಿಗೆ ಗೌರವ ಸೂಚಿಸಲು ಈ ದಿನ ಆಚರಿಸಲಾಗುತ್ತದೆ. ಹಲವು ದೇಶಗಳಲ್ಲಿ ಬಿಯರ್ ಉತ್ಸವಗಳು ನಡೆಯುತ್ತವೆ. ಜರ್ಮನಿಯ ಆಕ್ಟೋಬರ್‌ಫೆಸ್ಟ್ ವಿಶ್ವಪ್ರಸಿದ್ಧ ಬಿಯರ್ ಹಬ್ಬವಾಗಿದೆ. bbox=[616, 1311, 786, 1364]
horoscope-sign-scorpio bbox=[168, 1432, 208, 1466]
health-tips-badge-line2: ಟಿಪ್ಸ್ bbox=[202, 677, 228, 695]
sagittarius-icon: ♐ bbox=[328, 1232, 368, 1266]
radhika-headline bbox=[434, 566, 944, 658]
ragi-kana-column-2: ಮಾಹಿತಿಗಾಗಿ ಸಂಪರ್ಕಿಸಿ: ಕಾರ್ಯಕ್ರಮದ ಆಯೋಜಕರು, ರಾಗಿ ಕಣ. ಸಾರ್ವಜನಿಕರಿಗೆ ಮುಕ್ತ ಪ್ರವೇಶವಿದೆ. ನೋಂದಣಿ ಕಡ್ಡಾಯ. bbox=[598, 1139, 780, 1159]
brand-logo-secondary: ಮುಗಿಲು bbox=[116, 6, 153, 21]
ragi-kana-headline: ರಾಗಿ ಕಣದಲ್ಲಿ ಕೈಮಗ್ಗ ದಿನ bbox=[434, 840, 944, 884]
lung-cancer-headline-line2: ಶ್ವಾಸಕೋಶ ಕ್ಯಾನ್ಸರ್: ತಜ್ಞವೈದ್ಯರ ಕಳವಳ bbox=[95, 453, 341, 475]
horoscope-text-aquarius: ಕುಂಭ: ಆರ್ಥಿಕ ಪ್ರಗತಿ, ಪ್ರಯಾಣ ಲಾಭ, ಶುಭ ಸುದ್ದಿ, ಸಂತಾನ ಸೌಖ್ಯ bbox=[372, 1356, 481, 1374]
